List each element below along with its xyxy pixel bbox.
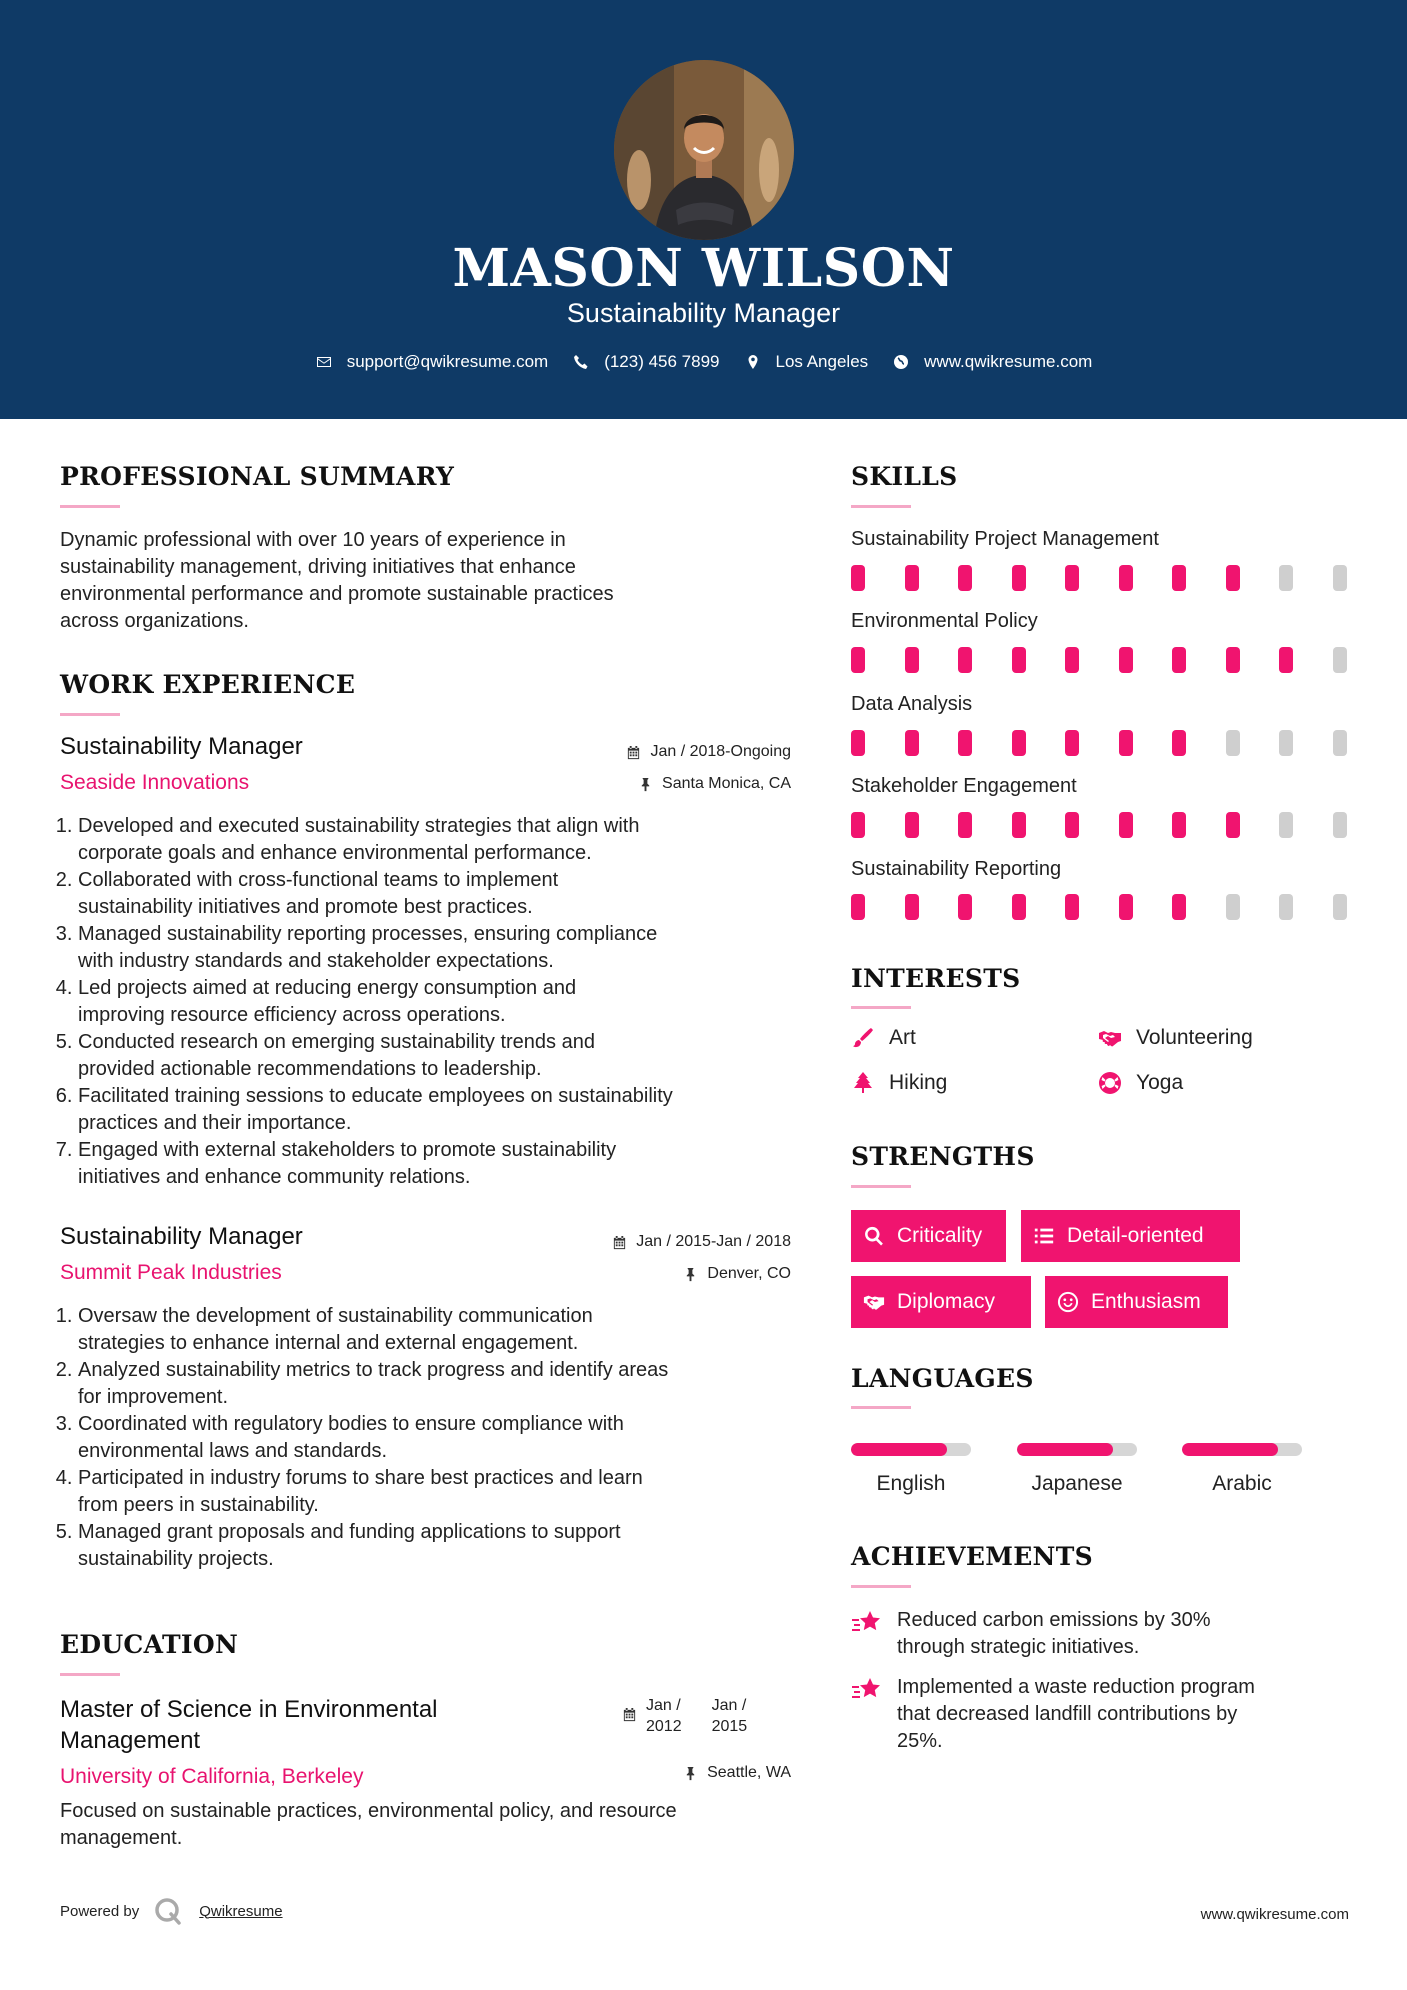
- skill-dot-filled: [851, 894, 865, 920]
- list-icon: [1033, 1225, 1055, 1247]
- shooting-star-icon: [851, 1609, 883, 1637]
- degree-line: Management: [60, 1727, 201, 1754]
- skill-name: Sustainability Reporting: [851, 858, 1062, 880]
- language-level-bar: [1017, 1443, 1137, 1456]
- strength-label: Criticality: [897, 1224, 983, 1247]
- language-name: Japanese: [1031, 1472, 1123, 1495]
- skill-dot-filled: [905, 812, 919, 838]
- language-level-bar: [851, 1443, 971, 1456]
- skill-dot-filled: [958, 812, 972, 838]
- skill-dot-filled: [1065, 647, 1079, 673]
- job-date-text: Jan / 2018-Ongoing: [650, 743, 791, 760]
- education-heading: EDUCATION: [60, 1630, 239, 1659]
- skill-name: Sustainability Project Management: [851, 528, 1159, 550]
- language-level-fill: [851, 1443, 947, 1456]
- interest-label: Hiking: [889, 1071, 948, 1094]
- skill-dot-filled: [1065, 894, 1079, 920]
- skill-name: Data Analysis: [851, 693, 973, 715]
- list-item: 2. Analyzed sustainability metrics to track progress and identify areas for improvement.: [78, 1357, 800, 1411]
- job-company: Seaside Innovations: [60, 771, 250, 794]
- envelope-icon: [315, 353, 333, 371]
- skill-dot-filled: [905, 730, 919, 756]
- list-item: 1. Oversaw the development of sustainability communication strategies to enhance internal and external engagement.: [78, 1303, 800, 1357]
- skill-dot-filled: [958, 894, 972, 920]
- skill-dot-empty: [1333, 647, 1347, 673]
- life-ring-icon: [1098, 1071, 1122, 1095]
- language-name: English: [876, 1472, 946, 1495]
- interest-item: [1098, 1026, 1253, 1050]
- list-item: 7. Engaged with external stakeholders to promote sustainability initiatives and enhance community relations.: [78, 1137, 800, 1191]
- calendar-icon: [622, 1707, 637, 1722]
- paintbrush-icon: [851, 1026, 875, 1050]
- skill-dot-filled: [1172, 647, 1186, 673]
- skill-rating-bar: [851, 647, 1347, 673]
- language-level-fill: [1182, 1443, 1278, 1456]
- education-location-text: Seattle, WA: [707, 1764, 791, 1781]
- education-description: Focused on sustainable practices, environmental policy, and resource management.: [60, 1800, 677, 1849]
- job-location: [683, 1265, 791, 1283]
- shooting-star-icon: [851, 1676, 883, 1704]
- contact-location: [744, 352, 869, 372]
- skill-dot-empty: [1226, 894, 1240, 920]
- map-pin-icon: [744, 353, 762, 371]
- list-item: 3. Coordinated with regulatory bodies to ensure compliance with environmental laws and standards.: [78, 1411, 800, 1465]
- summary-line: Dynamic professional with over 10 years of experience in: [60, 529, 566, 551]
- skill-dot-filled: [1172, 894, 1186, 920]
- strength-chip: [851, 1210, 1006, 1262]
- pushpin-icon: [683, 1267, 698, 1282]
- contact-website[interactable]: [892, 352, 1092, 372]
- skill-dot-filled: [1119, 894, 1133, 920]
- summary-line: environmental performance and promote sustainable practices: [60, 583, 614, 605]
- skill-dot-empty: [1333, 730, 1347, 756]
- education-location: [683, 1764, 791, 1782]
- job-location: [638, 775, 791, 793]
- skill-dot-filled: [958, 730, 972, 756]
- skill-dot-filled: [958, 565, 972, 591]
- phone-text: (123) 456 7899: [604, 352, 720, 371]
- interest-item: [851, 1026, 916, 1050]
- skill-dot-filled: [1065, 730, 1079, 756]
- skill-rating-bar: [851, 894, 1347, 920]
- skill-dot-filled: [1012, 647, 1026, 673]
- powered-by-label: Powered by: [60, 1902, 140, 1920]
- tree-icon: [851, 1071, 875, 1095]
- job-location-text: Santa Monica, CA: [662, 775, 791, 792]
- skill-dot-filled: [1065, 812, 1079, 838]
- interest-item: [851, 1071, 947, 1095]
- skill-rating-bar: [851, 730, 1347, 756]
- skill-dot-filled: [1226, 812, 1240, 838]
- job-location-text: Denver, CO: [707, 1265, 791, 1282]
- list-item: 4. Led projects aimed at reducing energy consumption and improving resource efficiency across operations.: [78, 975, 800, 1029]
- job-title: Sustainability Manager: [60, 733, 303, 760]
- interests-underline: [851, 1006, 911, 1009]
- email-text: support@qwikresume.com: [346, 352, 549, 371]
- contact-bar: [0, 352, 1407, 372]
- skill-dot-filled: [1119, 730, 1133, 756]
- interest-item: [1098, 1071, 1183, 1095]
- calendar-icon: [626, 745, 641, 760]
- list-item: 6. Facilitated training sessions to educate employees on sustainability practices and their importance.: [78, 1083, 800, 1137]
- handshake-icon: [863, 1291, 885, 1313]
- interests-heading: INTERESTS: [851, 964, 1021, 993]
- handshake-icon: [1098, 1026, 1122, 1050]
- skill-dot-filled: [1172, 812, 1186, 838]
- skills-heading: SKILLS: [851, 462, 958, 491]
- skill-dot-filled: [1065, 565, 1079, 591]
- globe-icon: [892, 353, 910, 371]
- contact-email[interactable]: [315, 352, 549, 372]
- achievement-text: Implemented a waste reduction program that decreased landfill contributions by 25%.: [897, 1676, 1255, 1752]
- skill-dot-filled: [1226, 565, 1240, 591]
- candidate-title: Sustainability Manager: [566, 298, 841, 328]
- qwikresume-logo-icon: [153, 1896, 183, 1926]
- achievement-text: Reduced carbon emissions by 30% through strategic initiatives.: [897, 1609, 1211, 1658]
- list-item: 5. Conducted research on emerging sustainability trends and provided actionable recommendations to leadership.: [78, 1029, 800, 1083]
- skill-dot-filled: [1119, 565, 1133, 591]
- strength-chip: [1045, 1276, 1228, 1328]
- interest-label: Volunteering: [1136, 1026, 1253, 1049]
- list-item: 2. Collaborated with cross-functional teams to implement sustainability initiatives and promote best practices.: [78, 867, 800, 921]
- language-level-bar: [1182, 1443, 1302, 1456]
- skill-dot-empty: [1279, 894, 1293, 920]
- education-start: Jan / 2012: [646, 1697, 682, 1735]
- footer-powered-by: [60, 1896, 283, 1926]
- job-date: [612, 1233, 791, 1251]
- interest-label: Art: [889, 1026, 916, 1049]
- skill-dot-filled: [1119, 812, 1133, 838]
- skill-dot-filled: [1012, 565, 1026, 591]
- achievement-item: [851, 1674, 1255, 1755]
- experience-heading: WORK EXPERIENCE: [60, 670, 356, 699]
- skill-rating-bar: [851, 565, 1347, 591]
- brand-link[interactable]: Qwikresume: [199, 1902, 283, 1920]
- skill-name: Environmental Policy: [851, 610, 1038, 632]
- education-underline: [60, 1673, 120, 1676]
- skill-dot-filled: [1012, 894, 1026, 920]
- skill-dot-empty: [1333, 812, 1347, 838]
- skill-dot-filled: [1119, 647, 1133, 673]
- language-name: Arabic: [1212, 1472, 1272, 1495]
- experience-underline: [60, 713, 120, 716]
- interest-label: Yoga: [1136, 1071, 1184, 1094]
- strengths-heading: STRENGTHS: [851, 1142, 1035, 1171]
- strength-label: Diplomacy: [897, 1290, 996, 1313]
- school-name: University of California, Berkeley: [60, 1765, 364, 1788]
- skill-dot-empty: [1279, 812, 1293, 838]
- skill-dot-filled: [1012, 812, 1026, 838]
- strength-label: Enthusiasm: [1091, 1290, 1201, 1313]
- summary-underline: [60, 505, 120, 508]
- skill-dot-filled: [905, 894, 919, 920]
- calendar-icon: [612, 1235, 627, 1250]
- strength-chip: [1021, 1210, 1240, 1262]
- location-text: Los Angeles: [775, 352, 869, 371]
- strength-chip: [851, 1276, 1031, 1328]
- skill-dot-empty: [1333, 565, 1347, 591]
- list-item: 5. Managed grant proposals and funding applications to support sustainability projects.: [78, 1519, 800, 1573]
- summary-heading: PROFESSIONAL SUMMARY: [60, 462, 455, 491]
- pushpin-icon: [683, 1766, 698, 1781]
- list-item: 4. Participated in industry forums to share best practices and learn from peers in sustainability.: [78, 1465, 800, 1519]
- skills-underline: [851, 505, 911, 508]
- contact-phone[interactable]: [572, 352, 719, 372]
- degree-line: Master of Science in Environmental: [60, 1696, 438, 1723]
- skill-rating-bar: [851, 812, 1347, 838]
- skill-dot-filled: [905, 647, 919, 673]
- achievement-item: [851, 1607, 1211, 1661]
- skill-name: Stakeholder Engagement: [851, 775, 1077, 797]
- languages-heading: LANGUAGES: [851, 1364, 1034, 1393]
- skill-dot-empty: [1226, 730, 1240, 756]
- skill-dot-filled: [851, 565, 865, 591]
- search-icon: [863, 1225, 885, 1247]
- skill-dot-empty: [1279, 565, 1293, 591]
- website-text: www.qwikresume.com: [924, 352, 1093, 371]
- skill-dot-empty: [1279, 730, 1293, 756]
- strengths-underline: [851, 1185, 911, 1188]
- skill-dot-filled: [1279, 647, 1293, 673]
- phone-icon: [572, 353, 590, 371]
- skill-dot-filled: [958, 647, 972, 673]
- skill-dot-filled: [1172, 565, 1186, 591]
- job-company: Summit Peak Industries: [60, 1261, 282, 1284]
- list-item: 3. Managed sustainability reporting processes, ensuring compliance with industry standards and stakeholder expectations.: [78, 921, 800, 975]
- skill-dot-filled: [905, 565, 919, 591]
- skill-dot-filled: [851, 812, 865, 838]
- pushpin-icon: [638, 777, 653, 792]
- candidate-name: MASON WILSON: [452, 238, 955, 299]
- job-title: Sustainability Manager: [60, 1223, 303, 1250]
- achievements-underline: [851, 1585, 911, 1588]
- summary-text: [60, 527, 780, 635]
- skill-dot-filled: [1172, 730, 1186, 756]
- languages-underline: [851, 1406, 911, 1409]
- profile-photo-illustration: [614, 60, 794, 240]
- skill-dot-filled: [851, 730, 865, 756]
- skill-dot-filled: [851, 647, 865, 673]
- resume-header: [0, 0, 1407, 419]
- summary-line: sustainability management, driving initiatives that enhance: [60, 556, 576, 578]
- language-level-fill: [1017, 1443, 1113, 1456]
- skill-dot-empty: [1333, 894, 1347, 920]
- job-date-text: Jan / 2015-Jan / 2018: [636, 1233, 791, 1250]
- skill-dot-filled: [1012, 730, 1026, 756]
- profile-photo: [614, 60, 794, 240]
- footer-website[interactable]: www.qwikresume.com: [1200, 1906, 1349, 1923]
- job-date: [626, 743, 791, 761]
- strength-label: Detail-oriented: [1067, 1224, 1204, 1247]
- job-duties-list: [60, 813, 800, 1191]
- list-item: 1. Developed and executed sustainability strategies that align with corporate goals and enhance environmental performance.: [78, 813, 800, 867]
- education-dates: [622, 1695, 747, 1737]
- skill-dot-filled: [1226, 647, 1240, 673]
- summary-line: across organizations.: [60, 610, 249, 632]
- education-end: Jan / 2015: [711, 1697, 748, 1735]
- degree-title: [60, 1694, 438, 1756]
- job-duties-list: [60, 1303, 800, 1573]
- smiley-icon: [1057, 1291, 1079, 1313]
- achievements-heading: ACHIEVEMENTS: [851, 1542, 1093, 1571]
